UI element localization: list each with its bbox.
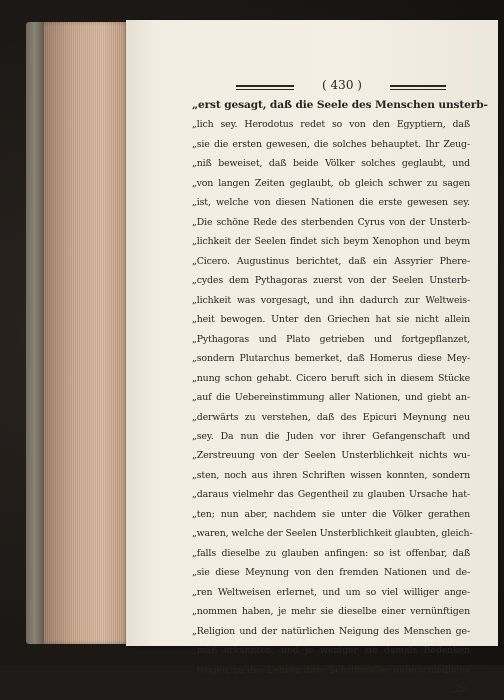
text-line: „ist, welche von diesen Nationen die erste gewesen sey. [192,197,470,209]
catchword: „Zu- [449,684,470,696]
text-line: „falls dieselbe zu glauben anfingen: so ist offenbar, daß [192,547,470,559]
text-line: „Cicero. Augustinus berichtet, daß ein Assyrier Phere- [192,255,470,267]
text-line: „nommen haben, je mehr sie dieselbe einer vernünftigen [192,606,470,618]
text-line: „derwärts zu verstehen, daß des Epicuri Meynung neu [192,411,470,423]
text-line: „nung schon gehabt. Cicero beruft sich in diesem Stücke [192,372,470,384]
text-line: „cydes dem Pythagoras zuerst von der Seelen Unsterb- [192,275,470,287]
text-line: „lich sey. Herodotus redet so von den Egyptiern, daß [192,119,470,131]
text-line: „auf die Uebereinstimmung aller Nationen, und giebt an- [192,392,470,404]
text-line: „trugen, zu den Lehren ihrer Schriftsteller unterschiedliche [192,664,471,676]
text-line: „ren Weltweisen erlernet, und um so viel williger ange- [192,586,470,598]
text-line: „Zerstreuung von der Seelen Unsterblichkeit nichts wu- [192,450,470,462]
text-line: „sie die ersten gewesen, die solches behauptet. Ihr Zeug- [192,138,470,150]
text-line: „lichkeit der Seelen findet sich beym Xenophon und beym [192,236,470,248]
text-line: „sondern Plutarchus bemerket, daß Homerus diese Mey- [192,353,470,365]
text-line: „sten, noch aus ihren Schriften wissen konnten, sondern [192,469,470,481]
page-header [236,80,446,96]
page-block-edges [44,22,128,644]
header-rule-left [236,85,294,90]
text-line: „mäß erkannten, und je weniger sie damals Bedenken [192,645,470,657]
text-line: „niß beweiset, daß beide Völker solches geglaubt, und [192,158,470,170]
text-line: „von langen Zeiten geglaubt, ob gleich schwer zu sagen [192,177,470,189]
text-line: „Religion und der natürlichen Neigung des Menschen ge- [192,625,470,637]
text-line: „lichkeit was vorgesagt, und ihn dadurch zur Weltweis- [192,294,470,306]
text-line: „Pythagoras und Plato getrieben und fortgepflanzet, [192,333,470,345]
text-line: „sie diese Meynung von den fremden Nationen und de- [192,567,470,579]
page-text [192,96,488,700]
text-line: „daraus vielmehr das Gegentheil zu glauben Ursache hat- [192,489,470,501]
text-line: „ten; nun aber, nachdem sie unter die Völker gerathen [192,508,470,520]
text-line: „erst gesagt, daß die Seele des Menschen unsterb- [192,99,488,111]
header-rule-right [390,85,446,90]
text-line: „waren, welche der Seelen Unsterblichkeit glaubten, gleich- [192,528,473,540]
text-line: „Die schöne Rede des sterbenden Cyrus von der Unsterb- [192,216,470,228]
page-number: ( 430 ) [322,78,362,92]
text-line: „heit bewogen. Unter den Griechen hat sie nicht allein [192,314,470,326]
text-line: „sey. Da nun die Juden vor ihrer Gefangenschaft und [192,430,470,442]
